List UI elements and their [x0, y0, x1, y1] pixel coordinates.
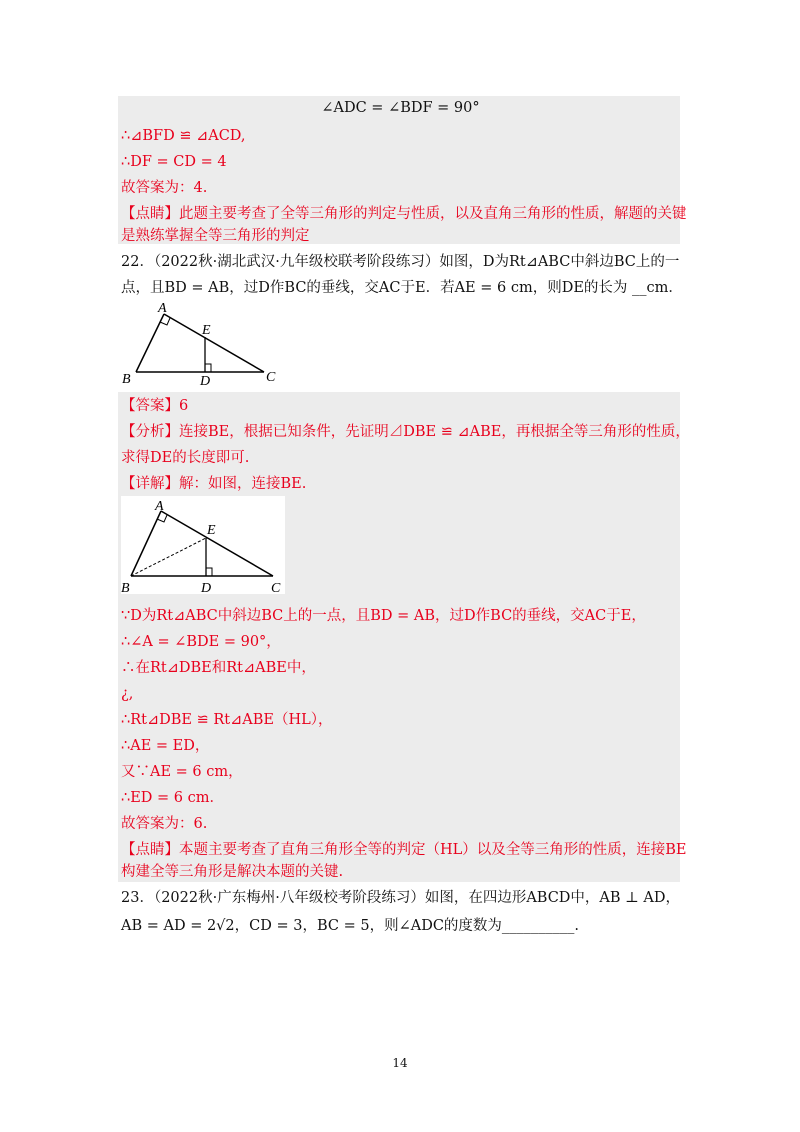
q22-line-2: 点，且BD = AB，过D作BC的垂线，交AC于E．若AE = 6 cm，则DE的长为 __cm． — [121, 280, 683, 296]
q22-step-8: ∴ED = 6 cm． — [121, 790, 225, 806]
label-c: C — [266, 370, 276, 385]
q22-analysis-2: 求得DE的长度即可. — [121, 450, 250, 466]
answer-line: 故答案为：4. — [121, 180, 208, 196]
label-b: B — [122, 372, 131, 387]
side-ab — [136, 314, 164, 372]
q22-step-4: ¿, — [121, 686, 134, 702]
segment-be-dashed — [131, 538, 206, 576]
q22-detail: 【详解】解：如图，连接BE. — [121, 476, 307, 492]
label-e: E — [202, 323, 211, 338]
q22-step-6: ∴AE = ED， — [121, 738, 210, 754]
q23-line-1: 23．（2022秋·广东梅州·八年级校考阶段练习）如图，在四边形ABCD中，AB ⊥ AD， — [121, 890, 681, 906]
comment-line-2: 是熟练掌握全等三角形的判定 — [121, 228, 310, 244]
right-angle-d — [205, 364, 211, 372]
label-e: E — [207, 523, 216, 538]
q22-step-3: ∴在Rt⊿DBE和Rt⊿ABE中， — [121, 660, 316, 676]
comment-line-1: 【点睛】此题主要考查了全等三角形的判定与性质，以及直角三角形的性质，解题的关键 — [121, 206, 687, 222]
q22-figure — [118, 302, 288, 388]
q22-solution-figure — [121, 496, 285, 596]
q22-comment-2: 构建全等三角形是解决本题的关键. — [121, 864, 344, 880]
q22-analysis-1: 【分析】连接BE，根据已知条件，先证明⊿DBE ≌ ⊿ABE，再根据全等三角形的性质， — [121, 424, 690, 440]
q22-step-7: 又∵AE = 6 cm， — [121, 764, 243, 780]
page-number: 14 — [392, 1056, 408, 1070]
right-angle-d — [206, 568, 212, 576]
q22-line-1: 22．（2022秋·湖北武汉·九年级校联考阶段练习）如图，D为Rt⊿ABC中斜边BC上的一 — [121, 254, 680, 270]
label-a: A — [158, 302, 167, 316]
side-ac — [161, 511, 273, 576]
q22-step-1: ∵D为Rt⊿ABC中斜边BC上的一点，且BD = AB，过D作BC的垂线，交AC于E， — [121, 608, 646, 624]
q22-comment-1: 【点睛】本题主要考查了直角三角形全等的判定（HL）以及全等三角形的性质，连接BE — [121, 842, 687, 858]
label-c: C — [271, 581, 281, 596]
label-d: D — [200, 374, 211, 388]
q22-step-5: ∴Rt⊿DBE ≌ Rt⊿ABE（HL）， — [121, 712, 333, 728]
congruence-line: ∴⊿BFD ≌ ⊿ACD, — [121, 128, 246, 144]
q22-step-2: ∴∠A = ∠BDE = 90°， — [121, 634, 281, 650]
side-ac — [164, 314, 264, 372]
side-ab — [131, 511, 161, 576]
equation-angle: ∠ADC = ∠BDF = 90° — [321, 100, 480, 116]
label-a: A — [155, 499, 164, 514]
label-d: D — [201, 581, 212, 596]
label-b: B — [121, 581, 130, 596]
df-cd-line: ∴DF = CD = 4 — [121, 154, 227, 170]
q23-line-2: AB = AD = 2√2，CD = 3，BC = 5，则∠ADC的度数为__________. — [121, 918, 580, 934]
q22-answer: 【答案】6 — [121, 398, 189, 414]
q22-final-answer: 故答案为：6. — [121, 816, 208, 832]
